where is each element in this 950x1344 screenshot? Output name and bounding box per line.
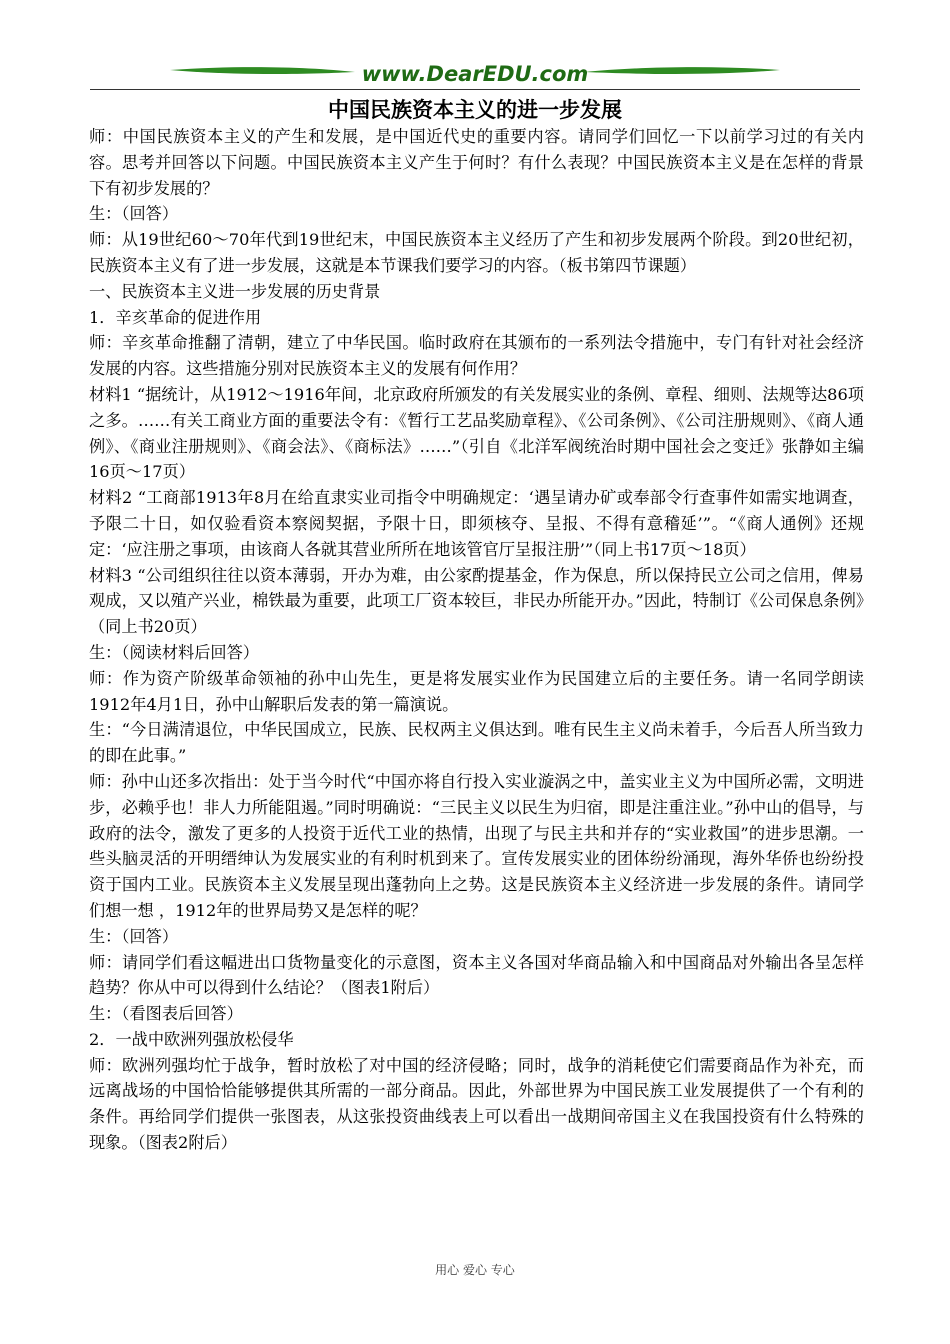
material-quote: 材料1 “据统计，从1912～1916年间，北京政府所颁发的有关发展实业的条例、章程、细则、法规等达86项之多。……有关工商业方面的重要法令有：《暂行工艺品奖励章程》、《公司条例》、《公司注册规则》、《商人通例》、《商业注册规则》、《商会法》、《商标法》……”（引自《北洋军阀统治时期中国社会之变迁》张静如主编16页～17页）	[89, 384, 864, 482]
subsection-heading: 1．辛亥革命的促进作用	[89, 307, 262, 327]
site-banner	[90, 56, 860, 92]
section-heading: 一、民族资本主义进一步发展的历史背景	[89, 281, 381, 301]
paragraph: 生：（阅读材料后回答）	[89, 642, 259, 662]
paragraph: 师：中国民族资本主义的产生和发展，是中国近代史的重要内容。请同学们回忆一下以前学习过的有关内容。思考并回答以下问题。中国民族资本主义产生于何时？有什么表现？中国民族资本主义是在怎样的背景下有初步发展的？	[89, 127, 864, 198]
document-title: 中国民族资本主义的进一步发展	[328, 97, 622, 122]
site-url-text: www.DearEDU.com	[361, 62, 589, 86]
paragraph: 生：“今日满清退位，中华民国成立，民族、民权两主义俱达到。唯有民生主义尚未着手，今后吾人所当致力的即在此事。”	[89, 720, 864, 766]
page-footer: 用心 爱心 专心	[435, 1263, 515, 1277]
paragraph: 师：欧洲列强均忙于战争，暂时放松了对中国的经济侵略；同时，战争的消耗使它们需要商品作为补充，而远离战场的中国恰恰能够提供其所需的一部分商品。因此，外部世界为中国民族工业发展提供了一个有利的条件。再给同学们提供一张图表，从这张投资曲线表上可以看出一战期间帝国主义在我国投资有什么特殊的现象。（图表2附后）	[89, 1055, 864, 1153]
paragraph: 师：孙中山还多次指出：处于当今时代“中国亦将自行投入实业漩涡之中，盖实业主义为中国所必需，文明进步，必赖乎也！非人力所能阻遏。”同时明确说：“三民主义以民生为归宿，即是注重注业。”孙中山的倡导，与政府的法令，激发了更多的人投资于近代工业的热情，出现了与民主共和并存的“实业救国”的进步思潮。一些头脑灵活的开明缙绅认为发展实业的有利时机到来了。宣传发展实业的团体纷纷涌现，海外华侨也纷纷投资于国内工业。民族资本主义发展呈现出蓬勃向上之势。这是民族资本主义经济进一步发展的条件。请同学们想一想 ，1912年的世界局势又是怎样的呢？	[89, 771, 864, 920]
paragraph: 生：（回答）	[89, 926, 179, 946]
material-quote: 材料3 “公司组织往往以资本薄弱，开办为难，由公家酌提基金，作为保息，所以保持民立公司之信用，俾易观成，又以殖产兴业，棉铁最为重要，此项工厂资本较巨，非民办所能开办。”因此，特制订《公司保息条例》（同上书20页）	[89, 565, 864, 637]
paragraph: 师：从19世纪60～70年代到19世纪末，中国民族资本主义经历了产生和初步发展两个阶段。到20世纪初，民族资本主义有了进一步发展，这就是本节课我们要学习的内容。（板书第四节课题）	[89, 230, 864, 275]
banner-swoosh-logo	[90, 56, 860, 92]
paragraph: 师：请同学们看这幅进出口货物量变化的示意图，资本主义各国对华商品输入和中国商品对外输出各呈怎样趋势？你从中可以得到什么结论？（图表1附后）	[89, 952, 864, 998]
paragraph: 师：作为资产阶级革命领袖的孙中山先生，更是将发展实业作为民国建立后的主要任务。请一名同学朗读1912年4月1日，孙中山解职后发表的第一篇演说。	[89, 668, 864, 714]
material-quote: 材料2 “工商部1913年8月在给直隶实业司指令中明确规定：‘遇呈请办矿或奉部令行查事件如需实地调查，予限二十日，如仅验看资本察阅契据，予限十日，即须核夺、呈报、不得有意稽延’”。“《商人通例》还规定：‘应注册之事项，由该商人各就其营业所所在地该管官厅呈报注册’”（同上书17页～18页）	[89, 488, 864, 559]
paragraph: 生：（回答）	[89, 204, 179, 224]
paragraph: 生：（看图表后回答）	[89, 1004, 243, 1024]
paragraph: 师：辛亥革命推翻了清朝，建立了中华民国。临时政府在其颁布的一系列法令措施中，专门有针对社会经济发展的内容。这些措施分别对民族资本主义的发展有何作用？	[89, 333, 864, 379]
subsection-heading: 2．一战中欧洲列强放松侵华	[89, 1029, 294, 1049]
document-body	[89, 124, 864, 1156]
header-rule	[90, 89, 860, 90]
